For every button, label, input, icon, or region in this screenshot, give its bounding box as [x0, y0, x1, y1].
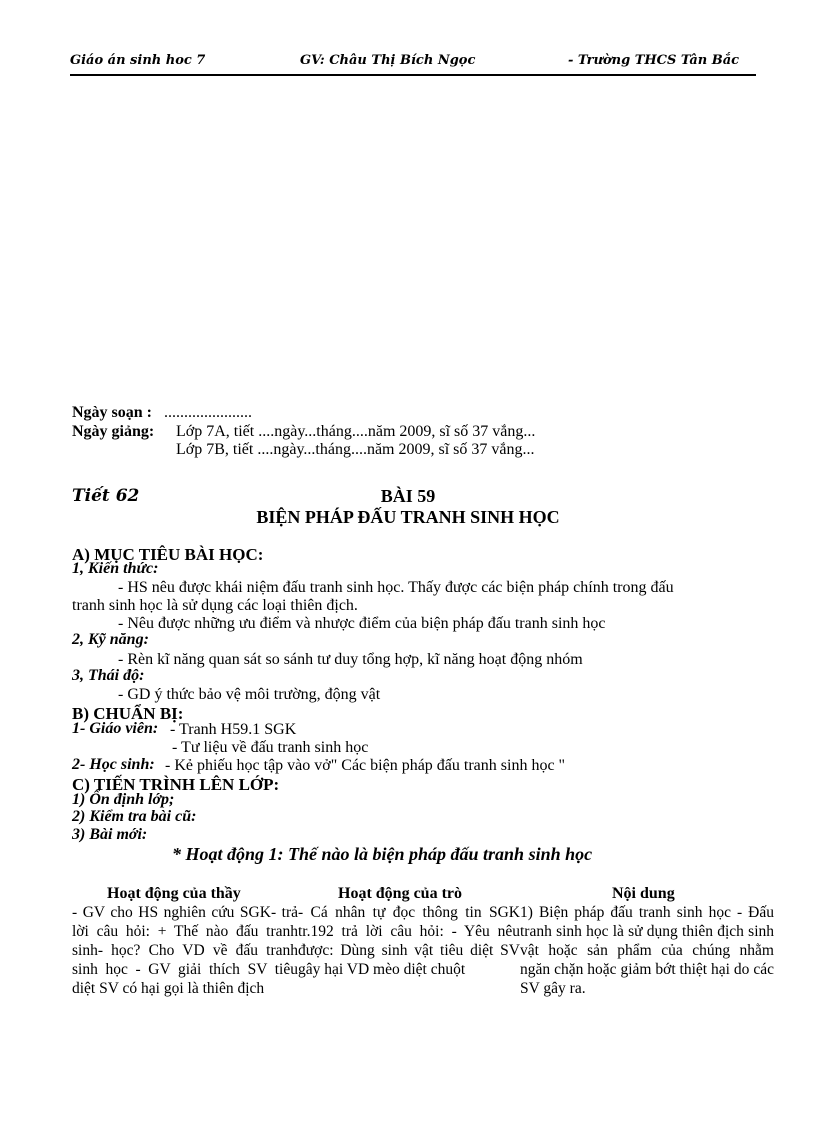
table-cell-teacher	[72, 903, 298, 998]
teacher-activity-text: - GV cho HS nghiên cứu SGK- trả lời câu hỏi: + Thế nào đấu tranh sinh- học? Cho VD về đấu tranh sinh học - GV giải thích SV tiêu diệt SV có hại gọi là thiên địch	[72, 904, 298, 997]
c-step-3: 3) Bài mới:	[72, 826, 148, 843]
header-center: GV: Châu Thị Bích Ngọc	[300, 53, 476, 68]
section-c-title: C) TIẾN TRÌNH LÊN LỚP:	[72, 775, 280, 794]
section-b-title: B) CHUẨN BỊ:	[72, 704, 184, 723]
table-cell-content	[520, 903, 774, 998]
kien-thuc-line3: - Nêu được những ưu điểm và nhược điểm của biện pháp đấu tranh sinh học	[118, 615, 606, 632]
section-a-title: A) MỤC TIÊU BÀI HỌC:	[72, 545, 264, 564]
hoc-sinh-line1: - Kẻ phiếu học tập vào vở" Các biện pháp đấu tranh sinh học "	[165, 757, 566, 774]
activity-1-heading: * Hoạt động 1: Thế nào là biện pháp đấu tranh sinh học	[172, 844, 593, 864]
content-text: 1) Biện pháp đấu tranh sinh học - Đấu tranh sinh học là sử dụng thiên địch sinh vật hoặc sản phẩm của chúng nhằm ngăn chặn hoặc giảm bớt thiệt hại do các SV gây ra.	[520, 904, 774, 997]
soan-label: Ngày soạn :	[72, 404, 153, 421]
student-activity-text: - Cá nhân tự đọc thông tin SGK tr.192 trả lời câu hỏi: - Yêu nêu được: Dùng sinh vật tiêu diệt SV gây hại VD mèo diệt chuột	[298, 904, 520, 978]
thai-do-heading: 3, Thái độ:	[72, 667, 145, 684]
table-header-content: Nội dung	[612, 885, 675, 902]
header-rule	[70, 74, 756, 76]
kien-thuc-heading: 1, Kiến thức:	[72, 560, 159, 577]
giao-vien-line2: - Tư liệu về đấu tranh sinh học	[172, 739, 369, 756]
soan-value: ......................	[164, 404, 252, 421]
hoc-sinh-label: 2- Học sinh:	[72, 756, 155, 773]
header-right: - Trường THCS Tân Bắc	[568, 53, 740, 68]
lesson-title: BIỆN PHÁP ĐẤU TRANH SINH HỌC	[256, 507, 560, 527]
table-cell-student	[298, 903, 520, 979]
lesson-number: Tiết 62	[72, 486, 140, 506]
header-left: Giáo án sinh hoc 7	[70, 53, 206, 68]
c-step-2: 2) Kiểm tra bài cũ:	[72, 808, 197, 825]
lesson-bai: BÀI 59	[380, 486, 436, 506]
giang-label: Ngày giảng:	[72, 423, 155, 440]
kien-thuc-line1: - HS nêu được khái niệm đấu tranh sinh học. Thấy được các biện pháp chính trong đấu	[118, 579, 674, 596]
thai-do-line1: - GD ý thức bảo vệ môi trường, động vật	[118, 686, 381, 703]
table-header-teacher: Hoạt động của thầy	[107, 885, 241, 902]
c-step-1: 1) Ổn định lớp;	[72, 791, 175, 808]
schedule-line-7a: Lớp 7A, tiết ....ngày...tháng....năm 2009, sĩ số 37 vắng...	[176, 423, 536, 440]
schedule-line-7b: Lớp 7B, tiết ....ngày...tháng....năm 2009, sĩ số 37 vắng...	[176, 441, 535, 458]
giao-vien-label: 1- Giáo viên:	[72, 720, 159, 737]
table-header-student: Hoạt động của trò	[338, 885, 462, 902]
giao-vien-line1: - Tranh H59.1 SGK	[170, 721, 297, 738]
ky-nang-line1: - Rèn kĩ năng quan sát so sánh tư duy tổng hợp, kĩ năng hoạt động nhóm	[118, 651, 583, 668]
ky-nang-heading: 2, Kỹ năng:	[72, 631, 149, 648]
kien-thuc-line2: tranh sinh học là sử dụng các loại thiên địch.	[72, 597, 358, 614]
